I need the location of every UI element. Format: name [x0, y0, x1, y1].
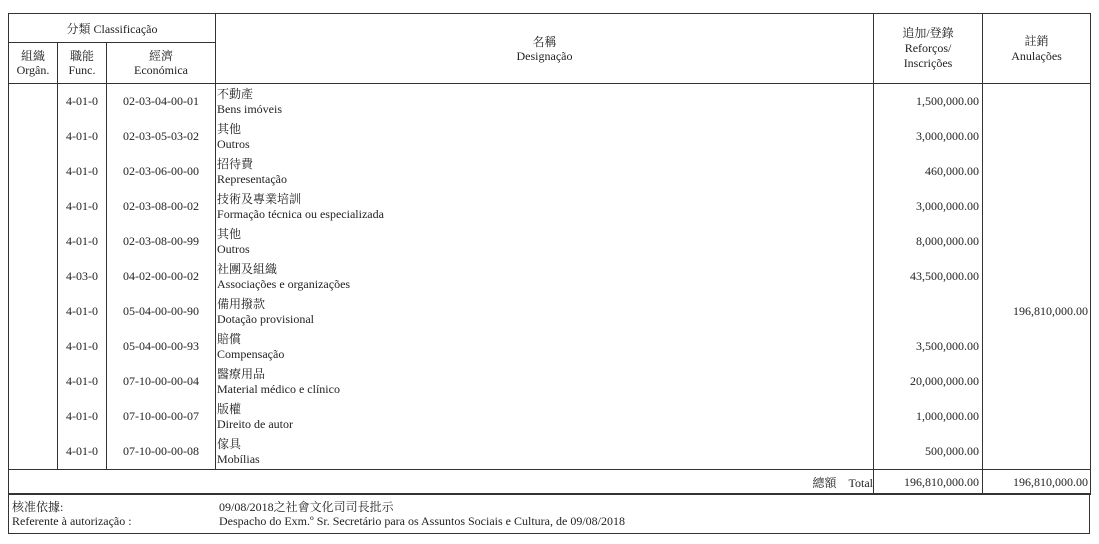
func-header-zh: 職能 [69, 49, 94, 63]
total-row [9, 470, 1091, 495]
anulacoes-column [983, 84, 1091, 470]
reforcos-header-zh: 追加/登錄 [902, 26, 954, 40]
row-designation-zh: 備用撥款 [217, 296, 266, 311]
row-designation [216, 224, 873, 259]
row-func-code: 4-03-0 [66, 269, 98, 283]
row-reforco-amount: 500,000.00 [925, 444, 980, 458]
row-designation-zh: 招待費 [217, 156, 254, 171]
reforcos-header [874, 14, 983, 84]
row-func-code: 4-01-0 [66, 129, 98, 143]
designation-header-zh: 名稱 [532, 34, 557, 49]
reforcos-column [874, 84, 983, 470]
row-anulacao-amount [983, 434, 1090, 469]
organ-column [9, 84, 58, 470]
designation-header [216, 14, 874, 84]
row-func-code: 4-01-0 [66, 374, 98, 388]
authorization-value-pt: Despacho do Exm.º Sr. Secretário para os Assuntos Sociais e Cultura, de 09/08/2018 [219, 514, 625, 528]
row-reforco-amount: 3,000,000.00 [916, 199, 980, 213]
row-anulacao-amount [983, 84, 1090, 119]
row-anulacao-amount [983, 364, 1090, 399]
row-designation [216, 119, 873, 154]
row-reforco-amount: 460,000.00 [925, 164, 980, 178]
reforcos-header-pt2: Inscrições [903, 56, 953, 70]
reforcos-header-pt1: Reforços/ [904, 41, 952, 55]
row-designation-zh: 社團及組織 [217, 261, 278, 276]
row-anulacao-amount [983, 154, 1090, 189]
row-anulacao-amount [983, 329, 1090, 364]
budget-sheet [8, 13, 1090, 495]
total-label: 總額 Total [9, 470, 874, 495]
func-header-pt: Func. [68, 63, 96, 77]
row-func-code: 4-01-0 [66, 94, 98, 108]
row-reforco-amount: 3,000,000.00 [916, 129, 980, 143]
row-designation [216, 329, 873, 364]
row-designation-pt: Outros [217, 136, 250, 151]
row-designation-zh: 醫療用品 [217, 366, 266, 381]
designation-header-pt: Designação [516, 48, 573, 63]
row-designation-pt: Associações e organizações [217, 276, 351, 291]
row-designation-zh: 賠償 [217, 331, 242, 346]
row-reforco-amount: 1,500,000.00 [916, 94, 980, 108]
row-reforco-amount: 43,500,000.00 [910, 269, 980, 283]
row-designation-zh: 不動產 [217, 86, 254, 101]
row-anulacao-amount [983, 399, 1090, 434]
row-func-code: 4-01-0 [66, 339, 98, 353]
row-designation-zh: 技術及專業培訓 [217, 191, 302, 206]
row-anulacao-amount: 196,810,000.00 [1013, 304, 1089, 318]
row-designation-zh: 其他 [217, 226, 242, 241]
row-designation-pt: Direito de autor [217, 416, 293, 431]
organ-header [9, 43, 58, 84]
row-designation-zh: 傢具 [217, 436, 242, 451]
row-anulacao-amount [983, 119, 1090, 154]
row-designation-pt: Outros [217, 241, 250, 256]
row-designation-pt: Compensação [217, 346, 285, 361]
row-designation-pt: Mobílias [217, 451, 260, 466]
row-designation-pt: Representação [217, 171, 287, 186]
organ-header-pt: Orgân. [16, 63, 50, 77]
row-designation-pt: Dotação provisional [217, 311, 314, 326]
row-eco-code: 07-10-00-00-04 [123, 374, 199, 388]
row-eco-code: 07-10-00-00-07 [123, 409, 199, 423]
row-eco-code: 02-03-08-00-99 [123, 234, 199, 248]
total-anulacoes: 196,810,000.00 [983, 470, 1091, 495]
eco-header-zh: 經濟 [149, 49, 174, 63]
row-designation-zh: 版權 [217, 401, 242, 416]
row-reforco-amount: 1,000,000.00 [916, 409, 980, 423]
row-eco-code: 05-04-00-00-90 [123, 304, 199, 318]
organ-header-zh: 組織 [20, 49, 45, 63]
row-designation [216, 189, 873, 224]
anulacoes-header-pt: Anulações [1011, 48, 1062, 63]
authorization-label-zh: 核准依據: [12, 500, 64, 514]
row-designation-pt: Bens imóveis [217, 101, 283, 116]
row-eco-code: 02-03-08-00-02 [123, 199, 199, 213]
row-reforco-amount: 20,000,000.00 [910, 374, 980, 388]
row-designation [216, 84, 873, 119]
row-func-code: 4-01-0 [66, 234, 98, 248]
row-func-code: 4-01-0 [66, 409, 98, 423]
row-reforco-amount: 8,000,000.00 [916, 234, 980, 248]
authorization-value-zh: 09/08/2018之社會文化司司長批示 [219, 500, 394, 514]
eco-column [107, 84, 216, 470]
row-designation [216, 364, 873, 399]
row-designation-pt: Formação técnica ou especializada [217, 206, 384, 221]
row-func-code: 4-01-0 [66, 164, 98, 178]
row-reforco-amount [874, 294, 982, 329]
row-designation-pt: Material médico e clínico [217, 381, 340, 396]
row-anulacao-amount [983, 189, 1090, 224]
eco-header [107, 43, 216, 84]
row-reforco-amount: 3,500,000.00 [916, 339, 980, 353]
row-eco-code: 05-04-00-00-93 [123, 339, 199, 353]
row-designation [216, 154, 873, 189]
budget-table [8, 13, 1091, 495]
row-designation [216, 399, 873, 434]
authorization-label-pt: Referente à autorização : [12, 514, 132, 528]
row-designation [216, 434, 873, 469]
row-func-code: 4-01-0 [66, 304, 98, 318]
row-anulacao-amount [983, 224, 1090, 259]
row-anulacao-amount [983, 259, 1090, 294]
classification-header: 分類 Classificação [9, 14, 216, 43]
eco-header-pt: Económica [134, 63, 188, 77]
func-header [58, 43, 107, 84]
anulacoes-header-zh: 註銷 [1024, 33, 1049, 48]
row-eco-code: 04-02-00-00-02 [123, 269, 199, 283]
func-column [58, 84, 107, 470]
row-eco-code: 02-03-04-00-01 [123, 94, 199, 108]
row-eco-code: 02-03-06-00-00 [123, 164, 199, 178]
row-eco-code: 02-03-05-03-02 [123, 129, 199, 143]
row-eco-code: 07-10-00-00-08 [123, 444, 199, 458]
row-designation [216, 259, 873, 294]
row-designation-zh: 其他 [217, 121, 242, 136]
total-reforcos: 196,810,000.00 [874, 470, 983, 495]
row-func-code: 4-01-0 [66, 199, 98, 213]
anulacoes-header [983, 14, 1091, 84]
row-func-code: 4-01-0 [66, 444, 98, 458]
designation-column [216, 84, 874, 470]
authorization-footer [8, 493, 1090, 534]
row-designation [216, 294, 873, 329]
